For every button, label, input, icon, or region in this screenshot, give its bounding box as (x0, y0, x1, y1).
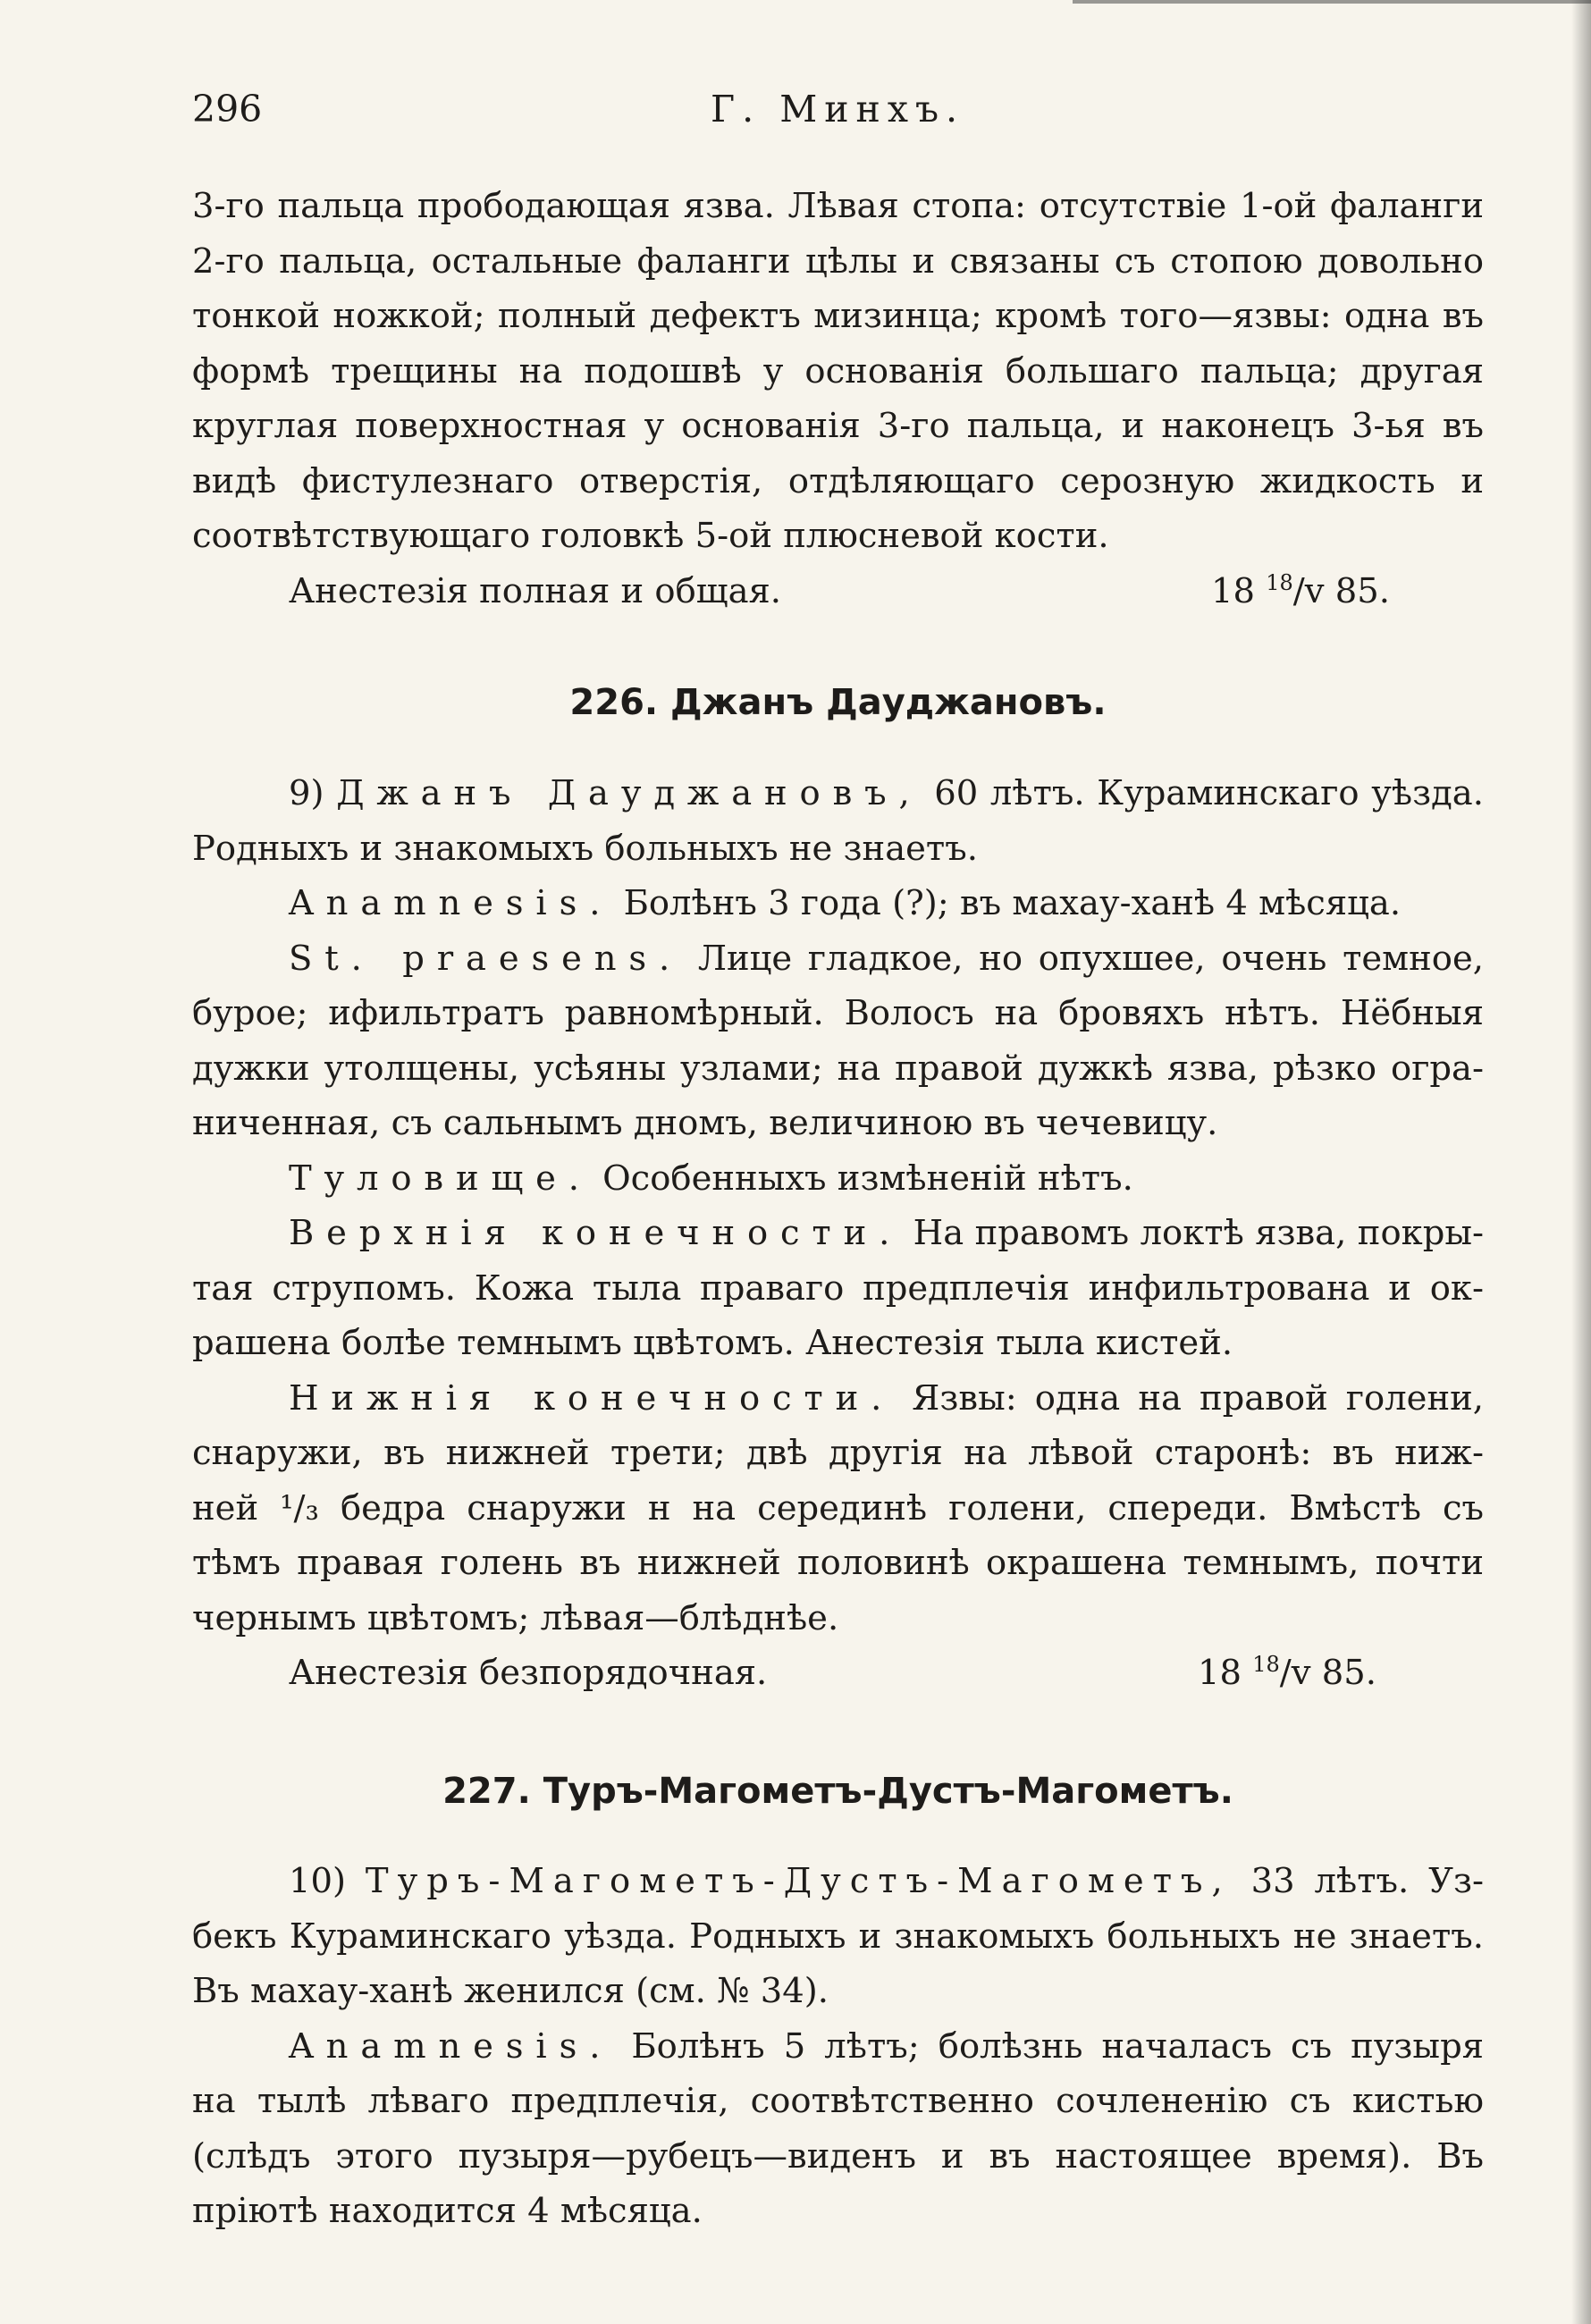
text-line: чернымъ цвѣтомъ; лѣвая—блѣднѣе. (192, 1597, 839, 1638)
closing-line (192, 1646, 1484, 1701)
status-label: St. praesens. (289, 938, 683, 979)
case-intro-line: 9) Джанъ Дауджановъ, 60 лѣтъ. Кураминскаго уѣзда. (289, 773, 1484, 813)
date: 18 $^{18}$/v 85. (1198, 1652, 1376, 1693)
case-227-body (192, 1854, 1484, 2239)
upper-limbs-label: Верхнія конечности. (289, 1213, 903, 1253)
case-226-body (192, 766, 1484, 1701)
text-line: тѣмъ правая голень въ нижней половинѣ окрашена темнымъ, почти (192, 1543, 1484, 1583)
scan-edge-line (1073, 0, 1591, 4)
text-line: рашена болѣе темнымъ цвѣтомъ. Анестезія тыла кистей. (192, 1323, 1233, 1363)
lower-limbs-line: Нижнія конечности. Язвы: одна на правой голени, (289, 1377, 1484, 1419)
closing-text: Анестезія безпорядочная. (289, 1653, 768, 1693)
text-line: тонкой ножкой; полный дефектъ мизинца; кромѣ того—язвы: одна въ (192, 296, 1484, 336)
text-line: тая струпомъ. Кожа тыла праваго предплечія инфильтрована и ок- (192, 1267, 1484, 1309)
case-heading-226: 226. Джанъ Дауджановъ. (569, 682, 1107, 723)
text-line: Въ махау-ханѣ женился (см. № 34). (192, 1971, 829, 2011)
text-line: пріютѣ находится 4 мѣсяца. (192, 2191, 703, 2231)
text-line: ней ¹/₃ бедра снаружи н на серединѣ голени, спереди. Вмѣстѣ съ (192, 1487, 1484, 1528)
text-line: бурое; ифильтратъ равномѣрный. Волосъ на бровяхъ нѣтъ. Нёбныя (192, 993, 1484, 1033)
page-edge-shadow (1571, 0, 1591, 2324)
closing-text: Анестезія полная и общая. (289, 570, 782, 611)
text-line: соотвѣтствующаго головкѣ 5-ой плюсневой кости. (192, 516, 1109, 556)
text-line: круглая поверхностная у основанія 3-го пальца, и наконецъ 3-ья въ (192, 406, 1484, 446)
status-line: St. praesens. Лице гладкое, но опухшее, очень темное, (289, 938, 1484, 979)
lower-limbs-label: Нижнія конечности. (289, 1377, 895, 1419)
trunk-label: Туловище. (289, 1158, 592, 1199)
trunk-line: Туловище. Особенныхъ измѣненій нѣтъ. (289, 1158, 1133, 1199)
anamnesis-line: Anamnesis. Болѣнъ 5 лѣтъ; болѣзнь началасъ съ пузыря (289, 2025, 1484, 2067)
text-line: Родныхъ и знакомыхъ больныхъ не знаетъ. (192, 828, 978, 869)
text-line: дужки утолщены, усѣяны узлами; на правой дужкѣ язва, рѣзко огра- (192, 1048, 1484, 1089)
text-line: бекъ Кураминскаго уѣзда. Родныхъ и знакомыхъ больныхъ не знаетъ. (192, 1916, 1484, 1957)
anamnesis-label: Anamnesis. (289, 2025, 613, 2067)
patient-name: Туръ-Магометъ-Дустъ-Магометъ, (365, 1861, 1232, 1901)
closing-line (192, 564, 1484, 619)
page-number: 296 (192, 88, 263, 131)
case-intro-line: 10) Туръ-Магометъ-Дустъ-Магометъ, 33 лѣтъ. Уз- (289, 1861, 1484, 1901)
text-line: (слѣдъ этого пузыря—рубецъ—виденъ и въ настоящее время). Въ (192, 2135, 1484, 2177)
patient-name: Джанъ Дауджановъ, (336, 773, 922, 813)
running-head: Г. Минхъ. (711, 88, 965, 131)
text-line: 2-го пальца, остальные фаланги цѣлы и связаны съ стопою довольно (192, 240, 1484, 282)
text-line: на тылѣ лѣваго предплечія, соотвѣтственно сочлененію съ кистью (192, 2081, 1484, 2121)
date: 18 $^{18}$/v 85. (1211, 569, 1390, 611)
case-heading-227: 227. Туръ-Магометъ-Дустъ-Магометъ. (442, 1771, 1233, 1812)
text-line: формѣ трещины на подошвѣ у основанія большаго пальца; другая (192, 350, 1484, 392)
anamnesis-line: Anamnesis. Болѣнъ 3 года (?); въ махау-ханѣ 4 мѣсяца. (289, 883, 1402, 923)
page-header (192, 88, 1479, 141)
upper-limbs-line: Верхнія конечности. На правомъ локтѣ язва, покры- (289, 1213, 1484, 1253)
text-line: ниченная, съ сальнымъ дномъ, величиною въ чечевицу. (192, 1103, 1218, 1143)
text-line: снаружи, въ нижней трети; двѣ другія на лѣвой старонѣ: въ ниж- (192, 1433, 1484, 1473)
anamnesis-label: Anamnesis. (289, 883, 613, 923)
text-line: 3-го пальца прободающая язва. Лѣвая стопа: отсутствіе 1-ой фаланги (192, 186, 1484, 226)
previous-case-continuation (192, 179, 1484, 619)
text-line: видѣ фистулезнаго отверстія, отдѣляющаго серозную жидкость и (192, 460, 1484, 501)
